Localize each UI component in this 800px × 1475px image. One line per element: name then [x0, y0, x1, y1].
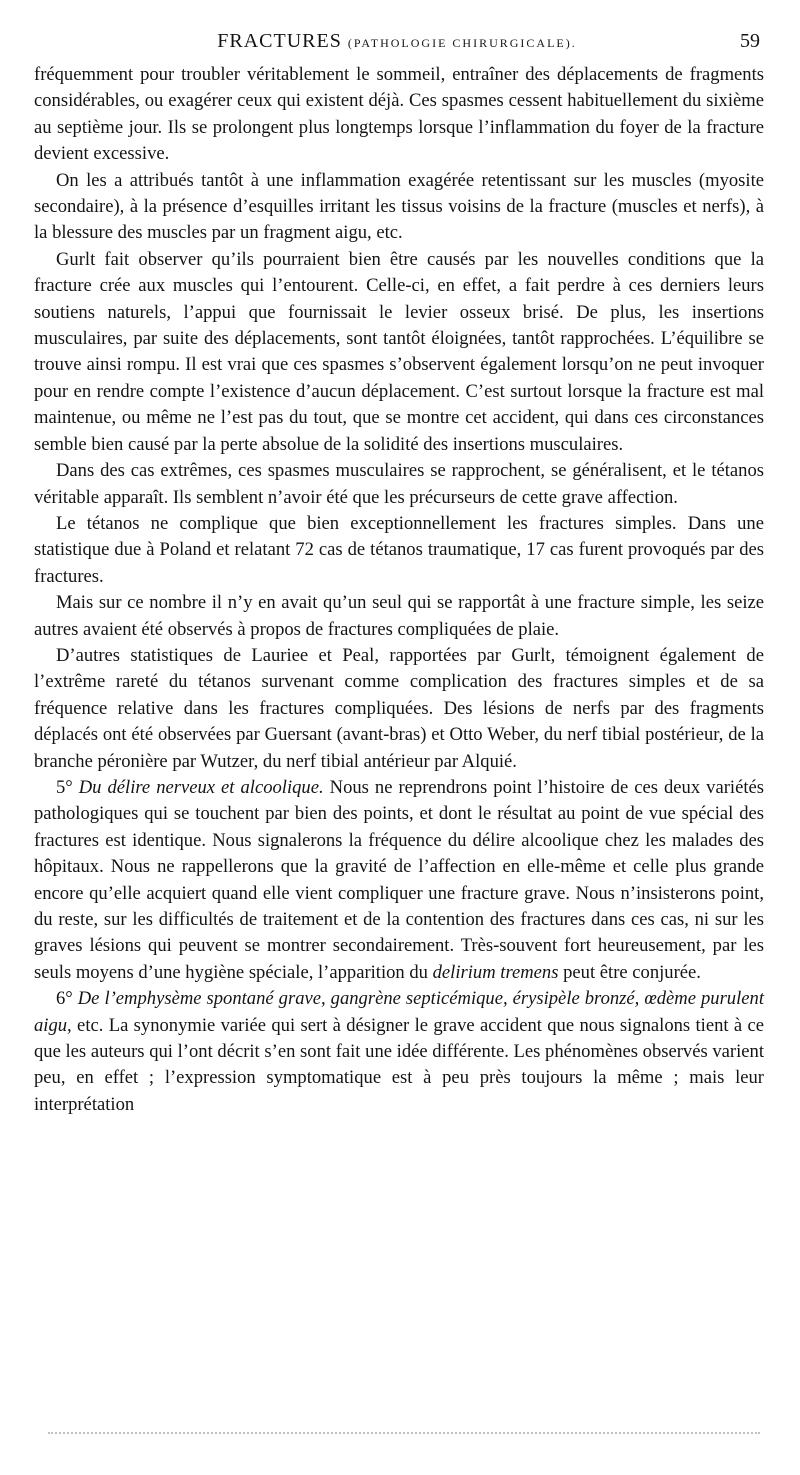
paragraph: Dans des cas extrêmes, ces spasmes musculaires se rapprochent, se généralisent, et le tétanos véritable apparaît. Ils semblent n’avoir été que les précurseurs de cette grave affection.: [34, 460, 764, 508]
section-paragraph-delire: [34, 775, 764, 986]
section-number: 6°: [56, 988, 78, 1010]
paragraph: Mais sur ce nombre il n’y en avait qu’un seul qui se rapportât à une fracture simple, les seize autres avaient été observés à propos de fractures compliquées de plaie.: [34, 592, 764, 640]
running-header: [34, 30, 760, 54]
header-title: FRACTURES: [217, 30, 342, 52]
paragraph: Gurlt fait observer qu’ils pourraient bien être causés par les nouvelles conditions que la fracture crée aux muscles qui l’entourent. Celle-ci, en effet, a fait perdre à ces derniers leurs soutiens naturels, l’appui que fournissait le levier osseux brisé. De plus, les insertions musculaires, par suite des déplacements, sont tantôt éloignées, tantôt rapprochées. L’équilibre se trouve ainsi rompu. Il est vrai que ces spasmes s’observent également lorsqu’on ne peut invoquer pour en rendre compte l’existence d’aucun déplacement. C’est surtout lorsque la fracture est mal maintenue, ou même ne l’est pas du tout, que se montre cet accident, qui dans ces circonstances semble bien causé par la perte absolue de la solidité des insertions musculaires.: [34, 248, 764, 455]
paragraph: D’autres statistiques de Lauriee et Peal, rapportées par Gurlt, témoignent également de l’extrême rareté du tétanos survenant comme complication des fractures simples et de sa fréquence relative dans les fractures compliquées. Des lésions de nerfs par des fragments déplacés ont été observées par Guersant (avant-bras) et Otto Weber, du nerf tibial postérieur, de la branche péronière par Wutzer, du nerf tibial antérieur par Alquié.: [34, 644, 764, 772]
italic-term: delirium tremens: [432, 961, 559, 983]
section-number: 5°: [56, 776, 79, 798]
section-heading: Du délire nerveux et alcoolique.: [78, 776, 324, 798]
paragraph: Le tétanos ne complique que bien exceptionnellement les fractures simples. Dans une statistique due à Poland et relatant 72 cas de tétanos traumatique, 17 cas furent provoqués par des fractures.: [34, 512, 764, 587]
section-heading: De l’emphysème spontané grave, gangrène septicémique, érysipèle bronzé, œdème purulent aigu,: [34, 988, 764, 1036]
paragraph-text: etc. La synonymie variée qui sert à désigner le grave accident que nous signalons tient à ce que les auteurs qui l’ont décrit s’en sont fait une idée différente. Les phénomènes observés varient peu, en effet ; l’expression symptomatique est à peu près toujours la même ; mais leur interprétation: [34, 1014, 764, 1115]
page-bottom-noise: [48, 1432, 760, 1442]
page-number: 59: [740, 30, 760, 52]
body-text: [34, 62, 764, 1118]
paragraph: fréquemment pour troubler véritablement le sommeil, entraîner des déplacements de fragments considérables, ou exagérer ceux qui existent déjà. Ces spasmes cessent habituellement du sixième au septième jour. Ils se prolongent plus longtemps lorsque l’inflammation du foyer de la fracture devient excessive.: [34, 64, 764, 165]
running-title: [34, 30, 760, 53]
paragraph-text: Nous ne reprendrons point l’histoire de ces deux variétés pathologiques qui se touchent par bien des points, et dont le résultat au point de vue spécial des fractures est identique. Nous signalerons la fréquence du délire alcoolique chez les malades des hôpitaux. Nous ne rappellerons que la gravité de l’affection en elle-même et celle plus grande encore qu’elle acquiert quand elle vient compliquer une fracture grave. Nous n’insisterons point, du reste, sur les difficultés de traitement et de la contention des fractures dans ces cas, ni sur les graves lésions qui peuvent se montrer secondairement. Très-souvent fort heureusement, par les seuls moyens d’une hygiène spéciale, l’apparition du: [34, 776, 764, 983]
section-paragraph-emphyseme: [34, 986, 764, 1118]
paragraph: On les a attribués tantôt à une inflammation exagérée retentissant sur les muscles (myosite secondaire), à la présence d’esquilles irritant les tissus voisins de la fracture (muscles et nerfs), à la blessure des muscles par un fragment aigu, etc.: [34, 169, 764, 244]
header-subtitle: (PATHOLOGIE CHIRURGICALE).: [347, 36, 577, 50]
paragraph-tail: peut être conjurée.: [558, 961, 701, 983]
